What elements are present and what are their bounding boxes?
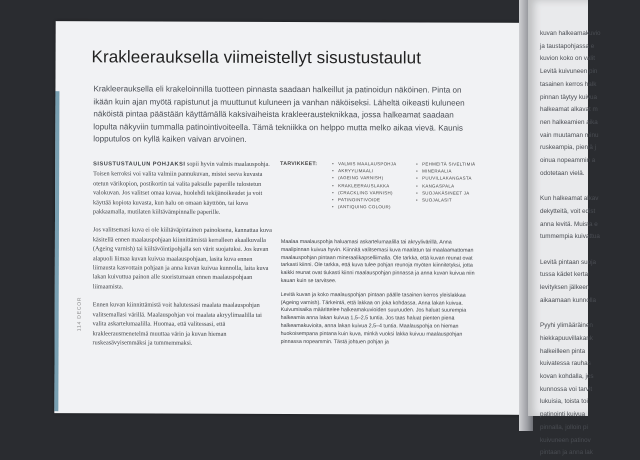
text-line: tummempia kuivattua: [540, 233, 600, 241]
text-line: halkeilleen pinta: [540, 347, 586, 355]
right-page-text: [540, 28, 640, 460]
page-footer: 114 DECOR: [76, 296, 83, 332]
materials-list-2: [416, 161, 490, 204]
text-line: Levitä kuivuneen pin: [540, 68, 598, 76]
text-line: tussa kädet kertal: [540, 271, 590, 279]
right-page: [528, 0, 601, 457]
body-paragraph: Ennen kuvan kiinnittämistä voit halutessasi maalata maalauspohjan valitsemallasi värillä. Maalauspohjan voi maalata akryylimaalilla tai valita askartelumaalilla. Huomaa, että valitessasi, että krakleerausmenetelmä muuttaa värin ja kuvan hieman ruskeasävyisemmäksi ja tummemmaksi.: [92, 301, 262, 347]
paragraph-text: sopii hyvin valmis maalauspohja. Toisen kerroksi voi valita valmiin pannukuvan, mistei seeva kuvasta otetun värikopion, postikortin tai valita paksulle paperille tulostetun valokuvan. Jos valitset omaa kuvaa, huolehdi tekijänoikeudet ja voit käyttää kopiota kuvasta, kun halu on omaan käyttöön, tai kuva pakkaamalla, mutilaten kiiltävämpinnalle paperille.: [93, 160, 270, 216]
text-line: kuvion koko on valit: [540, 55, 595, 63]
text-line: lukuisia, toista toi: [540, 398, 588, 406]
body-paragraph: Levitä kuvan ja koko maalauspohjan pintaan päälle tasainen kerros yleislakkaa (Ageing varnish). Tärkeintä, että lakkaa on joka kohdassa. Anna lakan kuivua. Kuivumisaika määrittelee halkeamakuvioiden suuruuden. Jos haluat suurempia halkeamia anna lakan kuivua 1,5–2,5 tuntia. Jos taas haluat pienten pienä halkeamakuvioita, anna lakan kuivua 2,5–4 tuntia. Maalauspohja on hieman huokoisempana pintana kuin kuva, minkä vuoksi lakka kuivuu maalauspohjan pinnassa nopeammin. Tästä johtuen pohjan ja: [280, 291, 467, 345]
materials-list-1: [332, 161, 406, 212]
text-line: odotetaan vielä.: [540, 169, 585, 177]
text-line: aikaamaan kunnolla: [540, 296, 597, 304]
text-line: kovan kohdalla, jos: [540, 372, 594, 380]
material-item: • SUOJALASIT: [416, 197, 490, 204]
material-item: • PATINOINTIVOIDE: [332, 197, 406, 204]
intro-paragraph: Krakleerauksella eli krakeloinnilla tuotteen pinnasta saadaan halkeillut ja patinoidun näköinen. Pinta on ikään kuin ajan myötä rapistunut ja muuttunut kuluneen ja vanhan näköiseksi. Läheltä oikeasti kuluneen näköistä pintaa päästään käyttämällä kaksivaiheista krakleerausteknikkaa, jossa halkeamat saadaan lopulta näkyviin tummalla patinointivoiteella. Tämä tekniikka on helppo mutta melko aikaa vievä. Kaunis lopputulos on kyllä kaiken vaivan arvoinen.: [93, 84, 465, 145]
text-line: ja taustapohjassa e: [540, 42, 595, 50]
materials-box: [280, 160, 480, 210]
material-item: • PUUVILLAKANGASTA: [416, 176, 490, 183]
text-line: levityksen jälkeen: [540, 284, 590, 292]
text-line: oinua nopeammin a: [540, 157, 596, 165]
text-line: kunnossa voi tarvit: [540, 385, 593, 393]
text-line: Kun halkeamat alkav: [540, 195, 599, 203]
body-column-1: [93, 159, 274, 357]
text-line: [540, 180, 640, 193]
text-line: dekytteitä, voit edist: [540, 207, 596, 215]
lead-in: SISUSTUSTAULUN POHJAKSI: [93, 161, 186, 168]
material-item: • (ANTIQUING COLOUR): [332, 204, 406, 211]
text-line: vain muutaman minu: [540, 131, 599, 139]
text-line: pintaan ja anna lak: [540, 449, 593, 457]
material-item: • KRAKLEERAUSLAKKA: [332, 183, 406, 190]
text-line: kuvan halkeamakuvio: [540, 30, 601, 37]
body-paragraph: [93, 159, 273, 217]
body-paragraph: Jos valitsemasi kuva ei ole kiiltäväpintainen painoksena, kannattaa kuva käsitellä ennen maalauspohjaan kiinnittämistä kerralleen akaalkuvalla (Ageing varnish) tai kiiltävöintipohjalla sen värit suojatuksi. Jos kuvan alapuoli liimaa kuvan kuivua maalauspohjaan, lasita kuva ennen liimausta kasvottain pohjaan ja anna kuvan kuivua kunnolla, laita kuva lakan kuivuttua painon alle suoristumaan ennen maalauspohjaan liimaamista.: [92, 226, 272, 291]
material-item: • KANGASPALA: [416, 183, 490, 190]
material-item: • SUOJAKÄSINEET JA: [416, 190, 490, 197]
text-line: Pyyhi ylimääräinen: [540, 322, 593, 330]
text-line: pinnan täytyy kuivua: [540, 93, 598, 101]
body-paragraph: Maalaa maalauspohja haluamasi askartelumaalilla tai akryylivärillä. Anna maalipinnan kuivua hyvin. Kiinnitä valitsemasi kuva maalatun tai maalaamattoman maalauspohjan pintaan mineraalikapselliimalla. Ole tarkka, että kuvan reunat ovat tarkasti kiinni. Ole tarkka, että kuva tulee pohjan reunoja myöten kiinnitetyksi, jotta kaikki reunat ovat tiukasti kiinni maalauspohjan pinnassa ja anna kuvan kuivua niin kauan kuin se tarvitsee.: [280, 238, 475, 285]
text-line: pinnalla, jolloin pi: [540, 423, 588, 431]
text-line: Levitä pintaan suoja: [540, 258, 597, 266]
text-line: anna levitä. Muista e: [540, 220, 598, 228]
article-title: Krakleerauksella viimeistellyt sisustustaulut: [91, 47, 422, 68]
material-item: • MINERAALIA: [416, 169, 490, 176]
text-line: nen halkeamien aika: [540, 118, 598, 126]
material-item: • PEHMEITÄ SIVELTIMIÄ: [416, 161, 490, 168]
text-line: kuivatessa rauhas: [540, 360, 591, 368]
text-line: hiekkapuuvillakank: [540, 334, 593, 342]
materials-label: TARVIKKEET:: [280, 160, 318, 168]
material-item: • (CRACKLING VARNISH): [332, 190, 406, 197]
page-edge-accent: [54, 91, 59, 411]
text-line: [540, 307, 640, 320]
text-line: patinointi kuivua: [540, 411, 586, 419]
material-item: • VALMIS MAALAUSPOHJA: [332, 161, 406, 168]
material-item: • AKRYYLIMAALI: [332, 168, 406, 175]
left-page: [54, 21, 525, 415]
text-line: ruskeampia, pieniä j: [540, 144, 597, 152]
text-line: tasainen kerros halk: [540, 80, 597, 88]
text-line: kuivuneen patinov: [540, 436, 591, 444]
text-line: [540, 244, 640, 257]
text-line: halkeamat alkavat m: [540, 106, 598, 114]
body-column-2: [281, 239, 479, 353]
material-item: • (AGEING VARNISH): [332, 176, 406, 183]
